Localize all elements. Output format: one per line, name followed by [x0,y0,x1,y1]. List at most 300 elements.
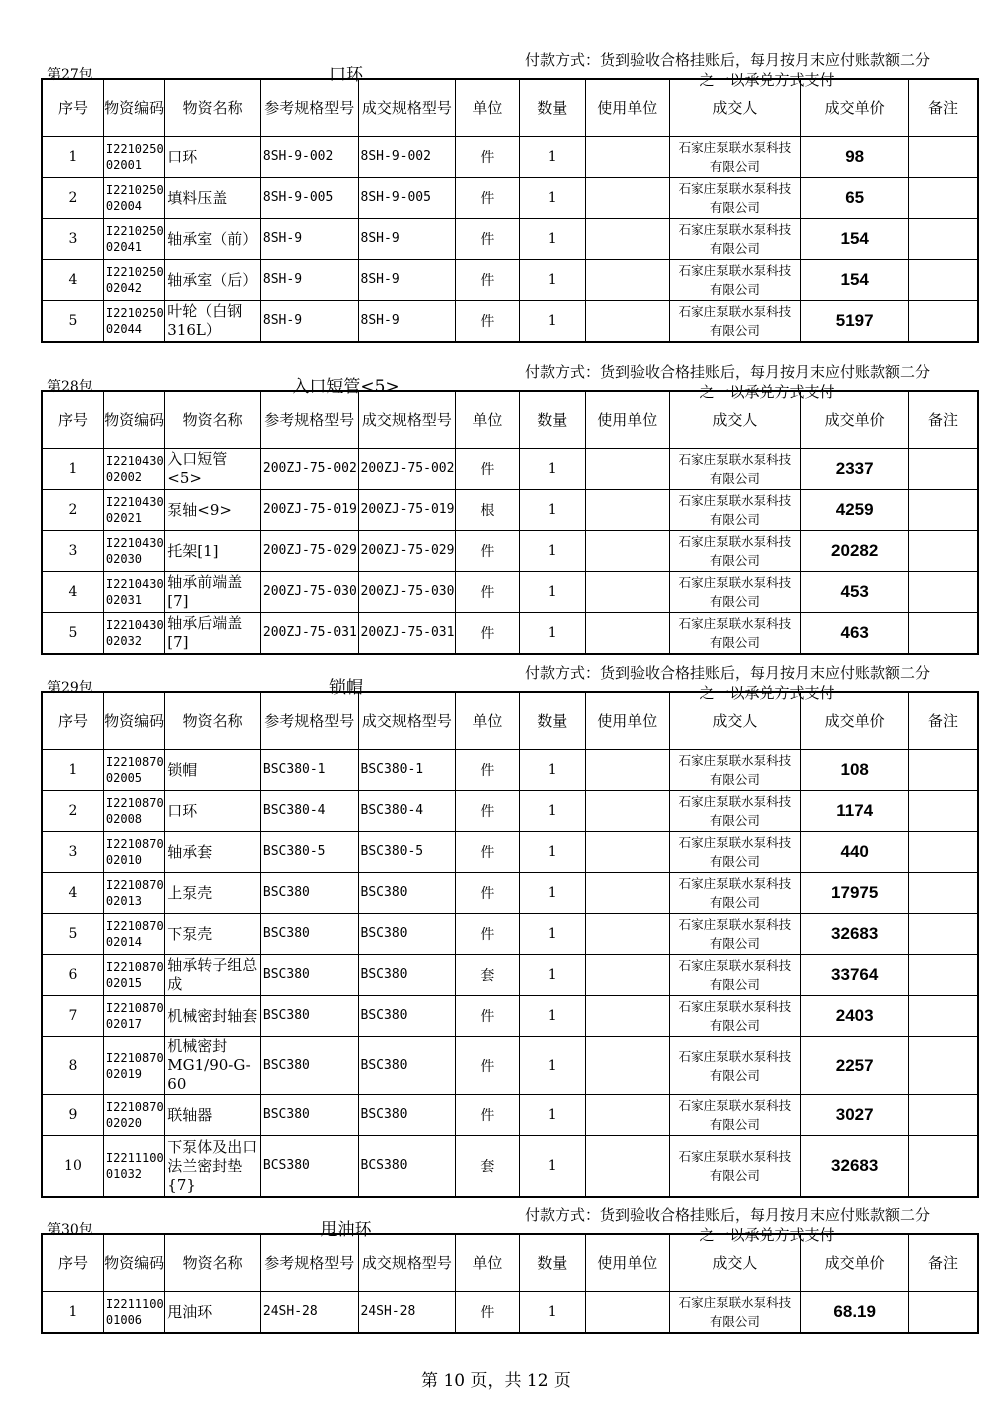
column-header-ref-spec: 参考规格型号 [260,692,358,750]
cell-seq: 1 [42,137,103,178]
column-header-note: 备注 [909,692,978,750]
cell-qty: 1 [519,219,585,260]
cell-code: I221043002021 [103,490,164,531]
cell-deal-spec: 200ZJ-75-019 [358,490,456,531]
cell-vendor: 石家庄泵联水泵科技有限公司 [669,873,801,914]
cell-note [909,449,978,490]
cell-ref-spec: BSC380 [260,996,358,1037]
cell-deal-spec: BSC380-5 [358,832,456,873]
cell-ref-spec: 8SH-9-002 [260,137,358,178]
cell-unit: 件 [456,301,519,343]
cell-ref-spec: BSC380 [260,1037,358,1095]
cell-price: 154 [801,260,909,301]
cell-vendor: 石家庄泵联水泵科技有限公司 [669,791,801,832]
cell-user-unit [585,750,669,791]
cell-deal-spec: BSC380-4 [358,791,456,832]
table-row [42,1037,978,1095]
cell-seq: 3 [42,531,103,572]
package-number: 第30包 [47,1222,93,1238]
table-row [42,791,978,832]
cell-item-name: 口环 [165,137,261,178]
cell-user-unit [585,572,669,613]
cell-vendor: 石家庄泵联水泵科技有限公司 [669,301,801,343]
cell-vendor: 石家庄泵联水泵科技有限公司 [669,1095,801,1136]
cell-ref-spec: 200ZJ-75-029 [260,531,358,572]
cell-user-unit [585,1292,669,1334]
cell-ref-spec: 8SH-9-005 [260,178,358,219]
table-row [42,449,978,490]
cell-vendor: 石家庄泵联水泵科技有限公司 [669,260,801,301]
cell-price: 2257 [801,1037,909,1095]
cell-ref-spec: 24SH-28 [260,1292,358,1334]
cell-user-unit [585,1037,669,1095]
package-header [41,362,979,401]
cell-note [909,1136,978,1198]
cell-qty: 1 [519,449,585,490]
items-table [41,1233,979,1334]
cell-item-name: 叶轮（白钢316L） [165,301,261,343]
cell-note [909,219,978,260]
cell-code: I221025002044 [103,301,164,343]
cell-ref-spec: BSC380-4 [260,791,358,832]
column-header-deal-spec: 成交规格型号 [358,79,456,137]
cell-user-unit [585,996,669,1037]
cell-qty: 1 [519,137,585,178]
cell-seq: 1 [42,750,103,791]
payment-terms-line: 之一以承兑方式支付 [699,684,835,702]
cell-qty: 1 [519,1136,585,1198]
cell-item-name: 轴承套 [165,832,261,873]
cell-price: 453 [801,572,909,613]
table-row [42,1136,978,1198]
cell-note [909,873,978,914]
cell-ref-spec: 8SH-9 [260,301,358,343]
cell-vendor: 石家庄泵联水泵科技有限公司 [669,750,801,791]
cell-code: I221043002030 [103,531,164,572]
cell-unit: 件 [456,1095,519,1136]
cell-seq: 6 [42,955,103,996]
cell-qty: 1 [519,178,585,219]
cell-note [909,178,978,219]
cell-seq: 5 [42,914,103,955]
column-header-item-name: 物资名称 [165,391,261,449]
cell-deal-spec: 200ZJ-75-002 [358,449,456,490]
cell-deal-spec: 8SH-9 [358,301,456,343]
cell-qty: 1 [519,301,585,343]
cell-note [909,1292,978,1334]
column-header-ref-spec: 参考规格型号 [260,79,358,137]
cell-price: 20282 [801,531,909,572]
table-row [42,260,978,301]
cell-unit: 件 [456,137,519,178]
cell-deal-spec: BSC380 [358,1095,456,1136]
cell-ref-spec: BSC380 [260,914,358,955]
cell-unit: 件 [456,832,519,873]
column-header-ref-spec: 参考规格型号 [260,1234,358,1292]
cell-item-name: 下泵体及出口法兰密封垫{7} [165,1136,261,1198]
package-name: 入口短管<5> [292,377,400,397]
cell-vendor: 石家庄泵联水泵科技有限公司 [669,914,801,955]
table-row [42,301,978,343]
cell-deal-spec: 200ZJ-75-029 [358,531,456,572]
cell-unit: 件 [456,1292,519,1334]
column-header-qty: 数量 [519,692,585,750]
cell-qty: 1 [519,1292,585,1334]
cell-seq: 7 [42,996,103,1037]
column-header-unit: 单位 [456,1234,519,1292]
cell-note [909,1037,978,1095]
cell-ref-spec: 8SH-9 [260,260,358,301]
cell-seq: 9 [42,1095,103,1136]
cell-item-name: 联轴器 [165,1095,261,1136]
cell-qty: 1 [519,613,585,655]
column-header-seq: 序号 [42,692,103,750]
cell-price: 4259 [801,490,909,531]
cell-price: 32683 [801,1136,909,1198]
cell-deal-spec: 8SH-9 [358,260,456,301]
cell-qty: 1 [519,914,585,955]
table-row [42,955,978,996]
cell-user-unit [585,531,669,572]
items-table [41,390,979,655]
cell-user-unit [585,791,669,832]
cell-unit: 件 [456,750,519,791]
package-name: 甩油环 [320,1220,372,1240]
cell-qty: 1 [519,260,585,301]
cell-note [909,791,978,832]
cell-user-unit [585,914,669,955]
column-header-note: 备注 [909,79,978,137]
cell-user-unit [585,955,669,996]
column-header-item-name: 物资名称 [165,79,261,137]
cell-price: 2403 [801,996,909,1037]
cell-seq: 10 [42,1136,103,1198]
cell-price: 1174 [801,791,909,832]
cell-deal-spec: 8SH-9-002 [358,137,456,178]
cell-vendor: 石家庄泵联水泵科技有限公司 [669,531,801,572]
cell-user-unit [585,449,669,490]
payment-terms-line: 之一以承兑方式支付 [699,71,835,89]
cell-seq: 3 [42,832,103,873]
table-row [42,178,978,219]
table-row [42,996,978,1037]
cell-deal-spec: BSC380-1 [358,750,456,791]
cell-price: 2337 [801,449,909,490]
column-header-unit: 单位 [456,391,519,449]
cell-user-unit [585,1136,669,1198]
cell-ref-spec: BSC380 [260,955,358,996]
cell-ref-spec: BSC380 [260,873,358,914]
cell-user-unit [585,301,669,343]
table-row [42,750,978,791]
cell-code: I221043002032 [103,613,164,655]
cell-vendor: 石家庄泵联水泵科技有限公司 [669,178,801,219]
cell-ref-spec: BSC380-5 [260,832,358,873]
cell-item-name: 入口短管<5> [165,449,261,490]
cell-item-name: 机械密封轴套 [165,996,261,1037]
cell-code: I221087002008 [103,791,164,832]
cell-user-unit [585,219,669,260]
cell-unit: 件 [456,531,519,572]
package-section [41,663,979,1198]
cell-seq: 2 [42,791,103,832]
cell-seq: 3 [42,219,103,260]
cell-note [909,572,978,613]
cell-item-name: 轴承前端盖[7] [165,572,261,613]
cell-ref-spec: 200ZJ-75-019 [260,490,358,531]
cell-note [909,260,978,301]
cell-code: I221110001032 [103,1136,164,1198]
cell-user-unit [585,137,669,178]
items-table [41,691,979,1198]
payment-terms-line: 付款方式：货到验收合格挂账后，每月按月末应付账款额二分 [525,51,931,69]
cell-deal-spec: 200ZJ-75-031 [358,613,456,655]
column-header-price: 成交单价 [801,391,909,449]
cell-seq: 1 [42,1292,103,1334]
package-number: 第29包 [47,680,93,696]
payment-terms [525,663,979,703]
cell-code: I221087002017 [103,996,164,1037]
column-header-price: 成交单价 [801,692,909,750]
column-header-code: 物资编码 [103,391,164,449]
table-row [42,219,978,260]
cell-vendor: 石家庄泵联水泵科技有限公司 [669,832,801,873]
cell-price: 463 [801,613,909,655]
column-header-user-unit: 使用单位 [585,391,669,449]
column-header-seq: 序号 [42,391,103,449]
table-row [42,832,978,873]
cell-deal-spec: BSC380 [358,914,456,955]
cell-ref-spec: 200ZJ-75-002 [260,449,358,490]
cell-item-name: 上泵壳 [165,873,261,914]
column-header-vendor: 成交人 [669,692,801,750]
cell-deal-spec: BSC380 [358,873,456,914]
cell-seq: 2 [42,178,103,219]
cell-ref-spec: 200ZJ-75-030 [260,572,358,613]
cell-seq: 4 [42,260,103,301]
cell-qty: 1 [519,572,585,613]
cell-vendor: 石家庄泵联水泵科技有限公司 [669,613,801,655]
cell-item-name: 锁帽 [165,750,261,791]
cell-seq: 8 [42,1037,103,1095]
cell-qty: 1 [519,490,585,531]
payment-terms [525,50,979,90]
cell-vendor: 石家庄泵联水泵科技有限公司 [669,572,801,613]
cell-user-unit [585,613,669,655]
items-table [41,78,979,343]
cell-item-name: 轴承转子组总成 [165,955,261,996]
cell-code: I221025002042 [103,260,164,301]
column-header-ref-spec: 参考规格型号 [260,391,358,449]
cell-unit: 根 [456,490,519,531]
column-header-item-name: 物资名称 [165,692,261,750]
cell-item-name: 机械密封MG1/90-G-60 [165,1037,261,1095]
cell-qty: 1 [519,832,585,873]
cell-code: I221025002004 [103,178,164,219]
cell-code: I221087002019 [103,1037,164,1095]
column-header-note: 备注 [909,391,978,449]
cell-unit: 件 [456,449,519,490]
cell-item-name: 下泵壳 [165,914,261,955]
table-row [42,873,978,914]
cell-qty: 1 [519,996,585,1037]
cell-deal-spec: BSC380 [358,996,456,1037]
package-section [41,1205,979,1334]
cell-vendor: 石家庄泵联水泵科技有限公司 [669,996,801,1037]
column-header-code: 物资编码 [103,692,164,750]
cell-price: 98 [801,137,909,178]
cell-price: 32683 [801,914,909,955]
cell-qty: 1 [519,1037,585,1095]
package-name: 口环 [329,65,363,85]
table-row [42,137,978,178]
payment-terms [525,1205,979,1245]
table-row [42,490,978,531]
package-name: 锁帽 [329,678,363,698]
cell-vendor: 石家庄泵联水泵科技有限公司 [669,1292,801,1334]
cell-code: I221087002014 [103,914,164,955]
cell-ref-spec: 8SH-9 [260,219,358,260]
cell-deal-spec: 200ZJ-75-030 [358,572,456,613]
cell-deal-spec: 24SH-28 [358,1292,456,1334]
cell-unit: 件 [456,613,519,655]
package-number: 第28包 [47,379,93,395]
cell-item-name: 填料压盖 [165,178,261,219]
cell-vendor: 石家庄泵联水泵科技有限公司 [669,955,801,996]
table-row [42,914,978,955]
payment-terms [525,362,979,402]
cell-item-name: 甩油环 [165,1292,261,1334]
cell-seq: 4 [42,572,103,613]
package-header [41,50,979,89]
column-header-deal-spec: 成交规格型号 [358,1234,456,1292]
column-header-deal-spec: 成交规格型号 [358,391,456,449]
cell-price: 3027 [801,1095,909,1136]
cell-code: I221043002002 [103,449,164,490]
cell-vendor: 石家庄泵联水泵科技有限公司 [669,1037,801,1095]
cell-code: I221043002031 [103,572,164,613]
cell-price: 154 [801,219,909,260]
cell-seq: 1 [42,449,103,490]
cell-code: I221087002015 [103,955,164,996]
cell-user-unit [585,490,669,531]
cell-vendor: 石家庄泵联水泵科技有限公司 [669,219,801,260]
cell-deal-spec: 8SH-9 [358,219,456,260]
column-header-vendor: 成交人 [669,391,801,449]
cell-item-name: 托架[1] [165,531,261,572]
column-header-vendor: 成交人 [669,79,801,137]
cell-unit: 件 [456,178,519,219]
column-header-price: 成交单价 [801,79,909,137]
cell-deal-spec: BSC380 [358,1037,456,1095]
cell-code: I221110001006 [103,1292,164,1334]
cell-item-name: 泵轴<9> [165,490,261,531]
cell-note [909,955,978,996]
package-section [41,362,979,655]
cell-unit: 件 [456,791,519,832]
cell-ref-spec: BSC380-1 [260,750,358,791]
cell-note [909,301,978,343]
column-header-user-unit: 使用单位 [585,1234,669,1292]
cell-vendor: 石家庄泵联水泵科技有限公司 [669,1136,801,1198]
cell-item-name: 轴承后端盖[7] [165,613,261,655]
column-header-price: 成交单价 [801,1234,909,1292]
cell-vendor: 石家庄泵联水泵科技有限公司 [669,137,801,178]
cell-item-name: 轴承室（后） [165,260,261,301]
cell-price: 5197 [801,301,909,343]
cell-user-unit [585,260,669,301]
column-header-seq: 序号 [42,79,103,137]
cell-user-unit [585,178,669,219]
cell-note [909,1095,978,1136]
cell-unit: 件 [456,873,519,914]
package-header [41,663,979,702]
cell-item-name: 口环 [165,791,261,832]
column-header-qty: 数量 [519,391,585,449]
page-footer: 第 10 页，共 12 页 [421,1371,571,1391]
cell-price: 65 [801,178,909,219]
cell-vendor: 石家庄泵联水泵科技有限公司 [669,449,801,490]
cell-code: I221087002005 [103,750,164,791]
package-section [41,50,979,343]
column-header-note: 备注 [909,1234,978,1292]
column-header-seq: 序号 [42,1234,103,1292]
payment-terms-line: 之一以承兑方式支付 [699,1226,835,1244]
column-header-user-unit: 使用单位 [585,79,669,137]
cell-seq: 2 [42,490,103,531]
table-row [42,531,978,572]
cell-note [909,137,978,178]
column-header-qty: 数量 [519,1234,585,1292]
cell-qty: 1 [519,873,585,914]
column-header-code: 物资编码 [103,79,164,137]
cell-seq: 4 [42,873,103,914]
column-header-qty: 数量 [519,79,585,137]
payment-terms-line: 付款方式：货到验收合格挂账后，每月按月末应付账款额二分 [525,1206,931,1224]
table-row [42,1095,978,1136]
cell-qty: 1 [519,1095,585,1136]
column-header-user-unit: 使用单位 [585,692,669,750]
cell-user-unit [585,832,669,873]
table-row [42,572,978,613]
column-header-deal-spec: 成交规格型号 [358,692,456,750]
cell-user-unit [585,1095,669,1136]
cell-seq: 5 [42,613,103,655]
column-header-item-name: 物资名称 [165,1234,261,1292]
cell-unit: 件 [456,572,519,613]
cell-price: 440 [801,832,909,873]
payment-terms-line: 付款方式：货到验收合格挂账后，每月按月末应付账款额二分 [525,664,931,682]
cell-note [909,832,978,873]
cell-code: I221025002041 [103,219,164,260]
cell-note [909,996,978,1037]
cell-unit: 件 [456,1037,519,1095]
package-header [41,1205,979,1244]
cell-note [909,490,978,531]
cell-code: I221087002010 [103,832,164,873]
payment-terms-line: 付款方式：货到验收合格挂账后，每月按月末应付账款额二分 [525,363,931,381]
cell-note [909,613,978,655]
cell-deal-spec: 8SH-9-005 [358,178,456,219]
column-header-unit: 单位 [456,692,519,750]
column-header-code: 物资编码 [103,1234,164,1292]
cell-seq: 5 [42,301,103,343]
cell-code: I221087002020 [103,1095,164,1136]
cell-deal-spec: BSC380 [358,955,456,996]
cell-ref-spec: BCS380 [260,1136,358,1198]
cell-note [909,914,978,955]
cell-vendor: 石家庄泵联水泵科技有限公司 [669,490,801,531]
